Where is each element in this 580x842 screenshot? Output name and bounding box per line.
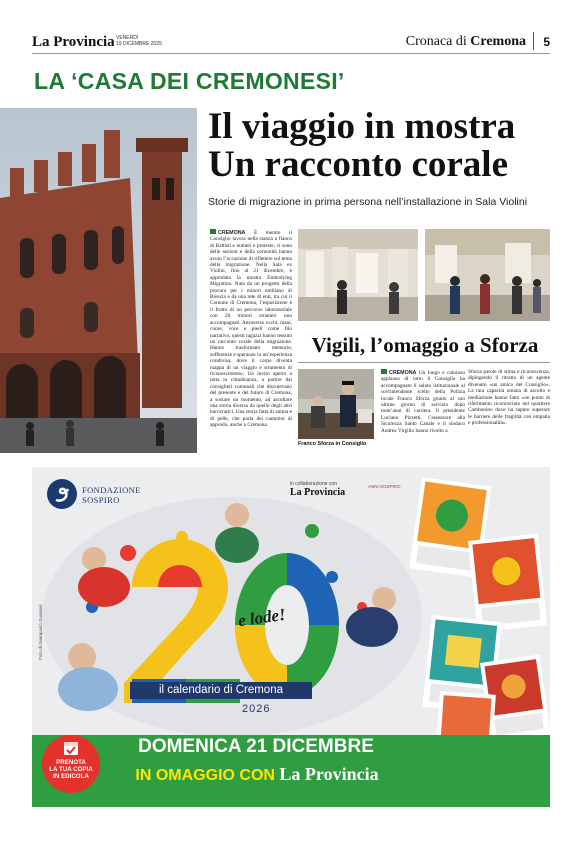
- banner-offer-prefix: IN OMAGGIO CON: [135, 767, 275, 784]
- section-city: Cremona: [470, 34, 526, 49]
- building-photo: [0, 108, 197, 453]
- vigili-divider: [298, 362, 550, 363]
- headline-line-2: Un racconto corale: [208, 144, 509, 185]
- page-number: 5: [543, 35, 550, 49]
- badge-line-2: LA TUA COPIA: [49, 766, 93, 773]
- palazzo-comunale-image: [0, 108, 197, 453]
- foundation-line-2: SOSPIRO: [82, 495, 120, 505]
- story-headline[interactable]: [208, 108, 550, 184]
- article-dateline: CREMONA: [218, 230, 246, 236]
- story-subhead: Storie di migrazione in prima persona nell’installazione in Sala Violini: [208, 196, 528, 208]
- fondazione-sospiro-logo-icon: [46, 478, 78, 510]
- calendar-year: 2026: [242, 703, 271, 715]
- calendar-label: il calendario di Cremona: [130, 682, 312, 699]
- photo-credit: Foto di Giampaolo Guarneri: [38, 604, 43, 660]
- story-kicker: LA ‘CASA DEI CREMONESI’: [34, 68, 345, 94]
- officer-portrait-image: [298, 369, 374, 439]
- vigili-dateline: CREMONA: [389, 370, 417, 376]
- masthead: [32, 30, 550, 54]
- vigili-dateline-bullet-icon: [381, 369, 387, 374]
- collaboration-label: in collaborazione con: [290, 481, 337, 487]
- issue-date: [116, 35, 162, 47]
- badge-line-3: IN EDICOLA: [53, 773, 89, 780]
- article-body: [210, 229, 292, 429]
- vigili-text-col-2: Sforza parole di stima e riconoscenza, dipingendo il ritratto di un agente divenuto «un amico del Consiglio». La rara capacità umana di ascolto e mediazione hanno fatto «un punto di riferimento riconosciuto nel quartiere Cambonino dove ha saputo superare le barriere delle fragilità con empatia e professionalità».: [468, 369, 550, 427]
- fondazione-sospiro-name: [82, 485, 141, 505]
- dateline-bullet-icon: [210, 229, 216, 234]
- vigili-photo-caption: Franco Sforza in Consiglio: [298, 441, 367, 447]
- collaboration-brand: La Provincia: [290, 487, 346, 498]
- exhibit-photo-2: [425, 229, 550, 321]
- vigili-text-col-1: [381, 369, 465, 434]
- foundation-line-1: FONDAZIONE: [82, 485, 141, 495]
- elode-tagline: e lode!: [236, 604, 287, 631]
- badge-line-1: PRENOTA: [56, 759, 86, 766]
- issue-day: 19 DICEMBRE 2025: [116, 41, 162, 47]
- partner-logo: ANNI SOSPIRO: [368, 484, 401, 489]
- vigili-headline[interactable]: Vigili, l’omaggio a Sforza: [311, 333, 539, 357]
- section-prefix: Cronaca di: [405, 34, 467, 49]
- newspaper-logo[interactable]: La Provincia: [32, 34, 115, 50]
- vigili-text-1: Un lungo e caloroso applauso di tutto il Consiglio ha accompagnato il saluto istituzionale al sovrintendente scelto della Polizia locale Franco Sforza giunto al suo ultimo giorno di servizio dopo trent’anni di carriera. Il presidente Luciano Pizzetti, l’assessore alla Sicurezza Santo Canale e il sindaco Andrea Virgilio hanno rivolto a: [381, 370, 465, 434]
- article-text: È mentre il Consiglio lavora nella stanza a fianco di Battisti e numeri e proteste, ci sono delle sezioni e della comunità hanno avuto l’occasione di riflettere sul tema della migrazione. Nella Sala ex Violini, fino al 21 dicembre, è approdata la mostra Embodying Migration. Nata da un progetto della procura per i minori emiliano di Brescia e da una rete di enti, tra cui il Comune di Cremona, l’esposizione è il frutto di un percorso laboratoriale con 20 minori stranieri non accompagnati. Attraverso occhi, mani, cuore, voce e piedi come filo narrativo, questi ragazzi hanno tessuto un racconto corale della migrazione. Hanno trasformato memorie, sofferenze e speranze in un’esperienza condivisa, dove il corpo diventa mappa di un viaggio e strumento di riconoscimento. Un invito aperto a tutta la cittadinanza, a partire dai consiglieri comunali che discutevano del presente e del futuro di Cremona, a sostare un momento, ad ascoltare una storia diversa da quello degli altri burocratici. Una storia fatta di anima e di pelle, che parla dei cammini di approdo, anche a Cremona.: [210, 230, 292, 429]
- banner-brand: La Provincia: [279, 764, 379, 784]
- visitors-image: [425, 229, 550, 321]
- headline-line-1: Il viaggio in mostra: [208, 106, 516, 147]
- exhibit-photo-1: [298, 229, 418, 321]
- banner-date: DOMENICA 21 DICEMBRE: [138, 736, 374, 757]
- calendar-check-icon: [62, 739, 80, 757]
- exhibition-room-image: [298, 229, 418, 321]
- issue-weekday: VENERDÌ: [116, 35, 139, 41]
- section-title: [406, 34, 526, 50]
- banner-offer: [112, 764, 402, 785]
- masthead-divider: [533, 32, 534, 50]
- vigili-photo: [298, 369, 374, 439]
